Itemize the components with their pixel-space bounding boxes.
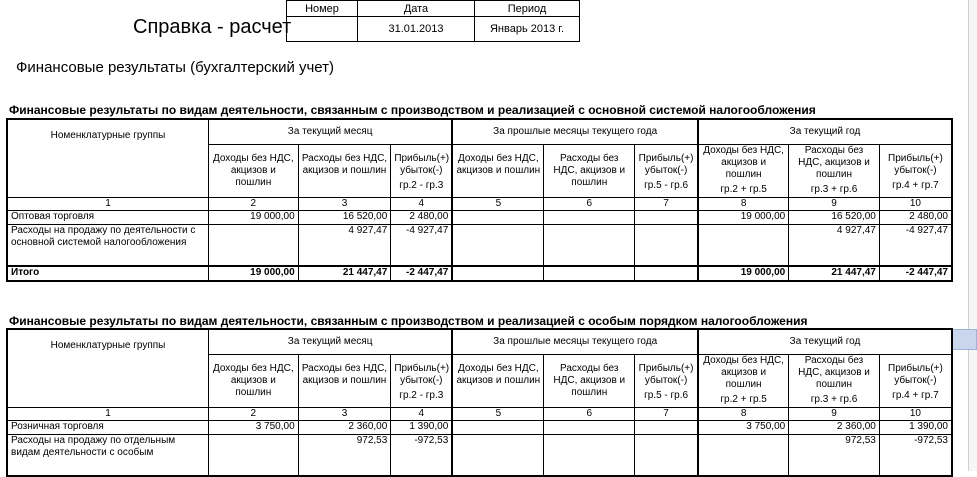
meta-header-date: Дата bbox=[358, 1, 475, 17]
section2-title: Финансовые результаты по видам деятельности, связанным с производством и реализацией с особым порядком налогообложения bbox=[9, 314, 808, 328]
cell-value: 1 390,00 bbox=[391, 421, 452, 435]
total-value bbox=[452, 266, 544, 281]
table-row[interactable] bbox=[7, 211, 952, 225]
col-number: 4 bbox=[391, 198, 452, 211]
header-current-year: За текущий год bbox=[698, 329, 952, 355]
cell-value: 2 360,00 bbox=[789, 421, 880, 435]
total-value: -2 447,47 bbox=[879, 266, 952, 281]
cell-value bbox=[452, 225, 544, 267]
col-number: 5 bbox=[452, 408, 544, 421]
cell-value: 2 480,00 bbox=[879, 211, 952, 225]
cell-value: 1 390,00 bbox=[879, 421, 952, 435]
total-value: 19 000,00 bbox=[698, 266, 789, 281]
total-value: 21 447,47 bbox=[298, 266, 391, 281]
col-number: 10 bbox=[879, 408, 952, 421]
total-value: 19 000,00 bbox=[208, 266, 298, 281]
cell-value: 16 520,00 bbox=[789, 211, 880, 225]
col-number: 6 bbox=[544, 408, 635, 421]
col-number: 7 bbox=[635, 408, 698, 421]
header-profit: Прибыль(+) убыток(-) гр.2 - гр.3 bbox=[391, 145, 452, 198]
col-number: 9 bbox=[789, 408, 880, 421]
col-number: 7 bbox=[635, 198, 698, 211]
total-label: Итого bbox=[7, 266, 208, 281]
header-current-year: За текущий год bbox=[698, 119, 952, 145]
cell-value bbox=[452, 435, 544, 477]
cell-value: 3 750,00 bbox=[208, 421, 298, 435]
header-profit: Прибыль(+) убыток(-) гр.4 + гр.7 bbox=[879, 355, 952, 408]
total-value bbox=[635, 266, 698, 281]
row-name: Расходы на продажу по деятельности с основной системой налогообложения bbox=[7, 225, 208, 267]
cell-value: 16 520,00 bbox=[298, 211, 391, 225]
cell-value bbox=[208, 435, 298, 477]
total-value: 21 447,47 bbox=[789, 266, 880, 281]
cell-value: -972,53 bbox=[391, 435, 452, 477]
col-number: 8 bbox=[698, 408, 789, 421]
section2-table bbox=[6, 328, 953, 477]
cell-value bbox=[452, 211, 544, 225]
cell-value bbox=[544, 421, 635, 435]
cell-value bbox=[635, 435, 698, 477]
col-number: 1 bbox=[7, 198, 208, 211]
cell-value: 4 927,47 bbox=[789, 225, 880, 267]
header-past-months: За прошлые месяцы текущего года bbox=[452, 329, 698, 355]
cell-value bbox=[635, 211, 698, 225]
col-number: 6 bbox=[544, 198, 635, 211]
cell-value bbox=[544, 435, 635, 477]
header-expense: Расходы без НДС, акцизов и пошлин bbox=[298, 355, 391, 408]
cell-value: -4 927,47 bbox=[879, 225, 952, 267]
header-current-month: За текущий месяц bbox=[208, 119, 452, 145]
cell-value bbox=[452, 421, 544, 435]
header-profit: Прибыль(+) убыток(-) гр.5 - гр.6 bbox=[635, 355, 698, 408]
cell-value: 19 000,00 bbox=[698, 211, 789, 225]
row-name: Розничная торговля bbox=[7, 421, 208, 435]
header-expense: Расходы без НДС, акцизов и пошлин bbox=[544, 355, 635, 408]
cell-value bbox=[698, 225, 789, 267]
total-row[interactable] bbox=[7, 266, 952, 281]
col-number: 4 bbox=[391, 408, 452, 421]
report-title: Справка - расчет bbox=[133, 16, 292, 38]
col-number: 8 bbox=[698, 198, 789, 211]
header-income: Доходы без НДС, акцизов и пошлин bbox=[208, 355, 298, 408]
cell-value: 2 360,00 bbox=[298, 421, 391, 435]
col-number: 9 bbox=[789, 198, 880, 211]
header-expense: Расходы без НДС, акцизов и пошлин гр.3 + гр.6 bbox=[789, 145, 880, 198]
cell-value: 3 750,00 bbox=[698, 421, 789, 435]
col-number: 10 bbox=[879, 198, 952, 211]
header-expense: Расходы без НДС, акцизов и пошлин bbox=[298, 145, 391, 198]
header-expense: Расходы без НДС, акцизов и пошлин bbox=[544, 145, 635, 198]
cell-value: 972,53 bbox=[789, 435, 880, 477]
meta-value-period[interactable]: Январь 2013 г. bbox=[475, 17, 580, 42]
col-number: 5 bbox=[452, 198, 544, 211]
section1-table bbox=[6, 118, 953, 282]
header-past-months: За прошлые месяцы текущего года bbox=[452, 119, 698, 145]
header-current-month: За текущий месяц bbox=[208, 329, 452, 355]
cell-value: 19 000,00 bbox=[208, 211, 298, 225]
row-name: Расходы на продажу по отдельным видам деятельности с особым bbox=[7, 435, 208, 477]
total-value bbox=[544, 266, 635, 281]
header-income: Доходы без НДС, акцизов и пошлин bbox=[452, 145, 544, 198]
header-income: Доходы без НДС, акцизов и пошлин bbox=[208, 145, 298, 198]
header-profit: Прибыль(+) убыток(-) гр.2 - гр.3 bbox=[391, 355, 452, 408]
col-number: 1 bbox=[7, 408, 208, 421]
sheet-edge bbox=[968, 0, 977, 471]
section1-title: Финансовые результаты по видам деятельности, связанным с производством и реализацией с основной системой налогообложения bbox=[9, 103, 816, 117]
header-nomenclature: Номенклатурные группы bbox=[7, 329, 208, 408]
meta-box bbox=[286, 0, 580, 42]
header-profit: Прибыль(+) убыток(-) гр.4 + гр.7 bbox=[879, 145, 952, 198]
selected-cell[interactable] bbox=[952, 329, 977, 350]
cell-value: 972,53 bbox=[298, 435, 391, 477]
col-number: 3 bbox=[298, 408, 391, 421]
cell-value bbox=[698, 435, 789, 477]
cell-value bbox=[544, 211, 635, 225]
cell-value: -972,53 bbox=[879, 435, 952, 477]
total-value: -2 447,47 bbox=[391, 266, 452, 281]
meta-value-date[interactable]: 31.01.2013 bbox=[358, 17, 475, 42]
cell-value: 4 927,47 bbox=[298, 225, 391, 267]
header-profit: Прибыль(+) убыток(-) гр.5 - гр.6 bbox=[635, 145, 698, 198]
meta-header-period: Период bbox=[475, 1, 580, 17]
col-number: 3 bbox=[298, 198, 391, 211]
header-income: Доходы без НДС, акцизов и пошлин гр.2 + гр.5 bbox=[698, 145, 789, 198]
cell-value bbox=[544, 225, 635, 267]
cell-value bbox=[208, 225, 298, 267]
col-number: 2 bbox=[208, 198, 298, 211]
header-income: Доходы без НДС, акцизов и пошлин bbox=[452, 355, 544, 408]
cell-value: 2 480,00 bbox=[391, 211, 452, 225]
header-nomenclature: Номенклатурные группы bbox=[7, 119, 208, 198]
header-income: Доходы без НДС, акцизов и пошлин гр.2 + гр.5 bbox=[698, 355, 789, 408]
meta-value-number[interactable] bbox=[287, 17, 358, 42]
cell-value bbox=[635, 225, 698, 267]
meta-header-number: Номер bbox=[287, 1, 358, 17]
cell-value: -4 927,47 bbox=[391, 225, 452, 267]
table-row[interactable] bbox=[7, 421, 952, 435]
col-number: 2 bbox=[208, 408, 298, 421]
row-name: Оптовая торговля bbox=[7, 211, 208, 225]
header-expense: Расходы без НДС, акцизов и пошлин гр.3 + гр.6 bbox=[789, 355, 880, 408]
table-row[interactable] bbox=[7, 225, 952, 267]
page-subtitle: Финансовые результаты (бухгалтерский учет) bbox=[16, 59, 335, 76]
table-row[interactable] bbox=[7, 435, 952, 477]
cell-value bbox=[635, 421, 698, 435]
